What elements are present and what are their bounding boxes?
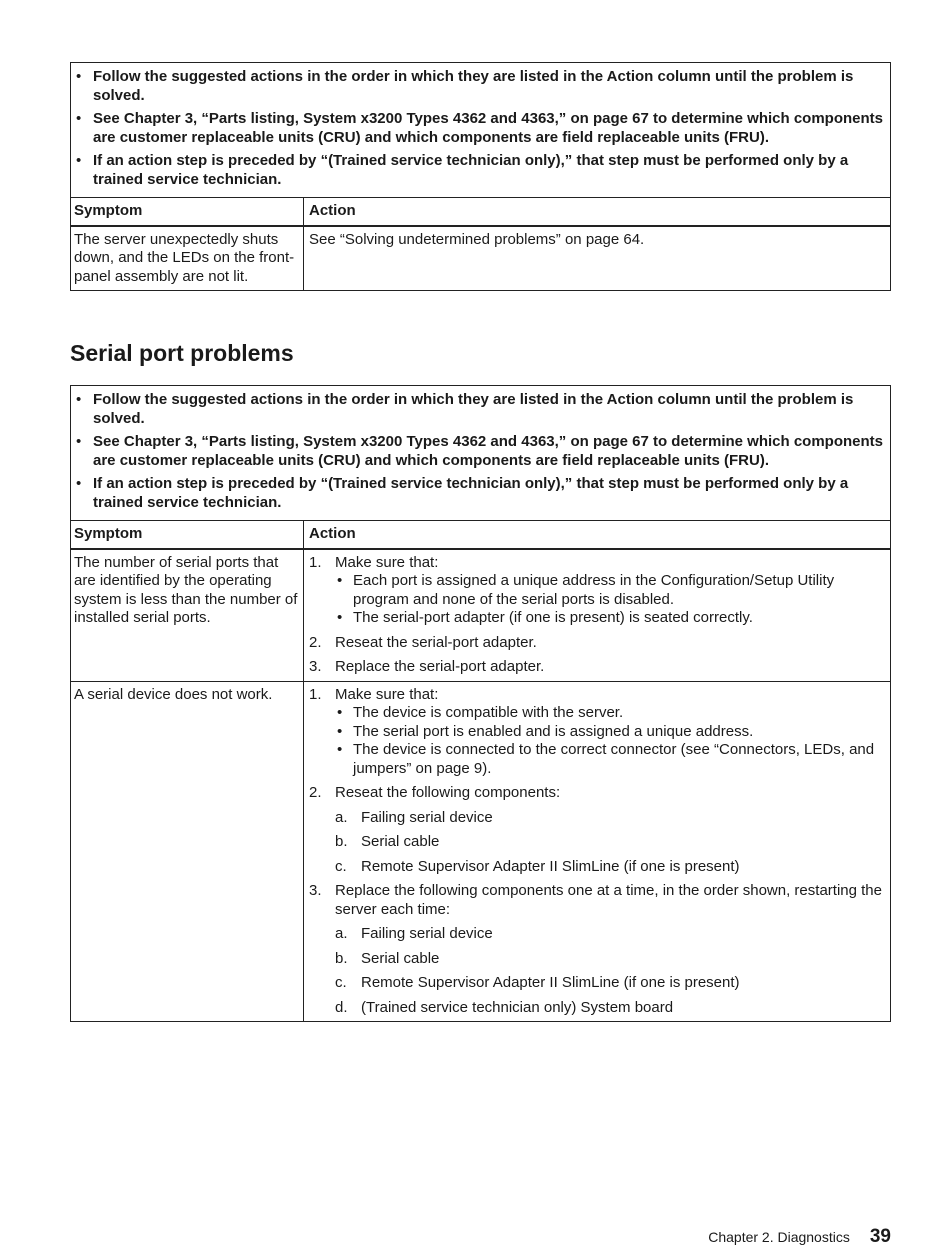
note-item: • See Chapter 3, “Parts listing, System x3200 Types 4362 and 4363,” on page 67 to determine which components are customer replaceable units (CRU) and which components are field replaceable units (FRU).	[93, 109, 884, 147]
action-step: 2. Reseat the following components: a. Failing serial device b. Serial cable c. Remote Supervisor Adapter II SlimLine (if one is present)	[309, 784, 884, 876]
action-cell	[304, 550, 890, 681]
sub-item: a. Failing serial device	[335, 925, 493, 942]
step-text: Make sure that:	[335, 553, 439, 571]
sub-item: c. Remote Supervisor Adapter II SlimLine (if one is present)	[335, 974, 740, 991]
action-cell	[304, 682, 890, 1022]
sub-item: d. (Trained service technician only) System board	[335, 998, 674, 1016]
note-item: • See Chapter 3, “Parts listing, System x3200 Types 4362 and 4363,” on page 67 to determine which components are customer replaceable units (CRU) and which components are field replaceable units (FRU).	[93, 432, 884, 470]
step-text: Reseat the serial-port adapter.	[335, 633, 537, 651]
action-step: 1. Make sure that: • The device is compatible with the server. • The serial port is enabled and is assigned a unique address. • The device is connected to the correct connector (see “Connectors, LEDs, and jumpers” on page 9).	[309, 686, 884, 779]
note-item: • Follow the suggested actions in the order in which they are listed in the Action column until the problem is solved.	[93, 390, 884, 428]
note-item: • Follow the suggested actions in the order in which they are listed in the Action column until the problem is solved.	[93, 67, 884, 105]
chapter-label: Chapter 2. Diagnostics	[708, 1229, 850, 1245]
sub-item: b. Serial cable	[335, 949, 440, 967]
sub-item: a. Failing serial device	[335, 808, 493, 826]
table-row	[71, 226, 890, 291]
action-header: Action	[309, 525, 356, 542]
step-text: Make sure that:	[335, 685, 439, 703]
note-item: • If an action step is preceded by “(Trained service technician only),” that step must be performed only by a trained service technician.	[93, 474, 884, 512]
table-row	[71, 549, 890, 681]
table-row	[71, 681, 890, 1022]
note-item: • If an action step is preceded by “(Trained service technician only),” that step must be performed only by a trained service technician.	[93, 151, 884, 189]
table-notes	[71, 386, 890, 521]
sub-item: c. Remote Supervisor Adapter II SlimLine (if one is present)	[335, 857, 740, 875]
table-notes	[71, 63, 890, 198]
symptom-cell: The server unexpectedly shuts down, and the LEDs on the front-panel assembly are not lit.	[71, 227, 304, 291]
symptom-table-2	[70, 385, 891, 1022]
table-header-row	[71, 198, 890, 226]
symptom-cell: The number of serial ports that are identified by the operating system is less than the number of installed serial ports.	[71, 550, 304, 681]
step-text: Reseat the following components:	[335, 784, 561, 801]
section-title: Serial port problems	[70, 340, 294, 366]
action-step: 3. Replace the serial-port adapter.	[309, 658, 545, 675]
sub-item: b. Serial cable	[335, 833, 440, 850]
action-step: 3. Replace the following components one at a time, in the order shown, restarting the server each time: a. Failing serial device b. Serial cable c. Remote Supervisor Adapter II SlimLine (if one is present) d. (Trained service technician only) System board	[309, 882, 884, 1017]
symptom-cell: A serial device does not work.	[71, 682, 304, 1022]
symptom-header: Symptom	[71, 198, 304, 225]
action-step: 1. Make sure that: • Each port is assigned a unique address in the Configuration/Setup Utility program and none of the serial ports is disabled. • The serial-port adapter (if one is present) is seated correctly.	[309, 554, 884, 628]
page-footer	[708, 1226, 891, 1248]
sub-item: • Each port is assigned a unique address in the Configuration/Setup Utility program and none of the serial ports is disabled.	[335, 572, 884, 609]
symptom-table-1	[70, 62, 891, 291]
page-number: 39	[869, 1226, 891, 1247]
action-header: Action	[309, 202, 356, 219]
action-step: 2. Reseat the serial-port adapter.	[309, 633, 537, 651]
sub-item: • The device is compatible with the server.	[335, 704, 884, 723]
step-text: Replace the serial-port adapter.	[335, 658, 545, 675]
table-header-row	[71, 521, 890, 549]
symptom-header: Symptom	[71, 521, 304, 548]
sub-item: • The serial-port adapter (if one is present) is seated correctly.	[335, 609, 884, 628]
sub-item: • The device is connected to the correct connector (see “Connectors, LEDs, and jumpers” on page 9).	[335, 741, 884, 778]
step-text: Replace the following components one at a time, in the order shown, restarting the server each time:	[335, 882, 882, 918]
sub-item: • The serial port is enabled and is assigned a unique address.	[335, 723, 884, 742]
action-cell: See “Solving undetermined problems” on page 64.	[309, 230, 645, 248]
